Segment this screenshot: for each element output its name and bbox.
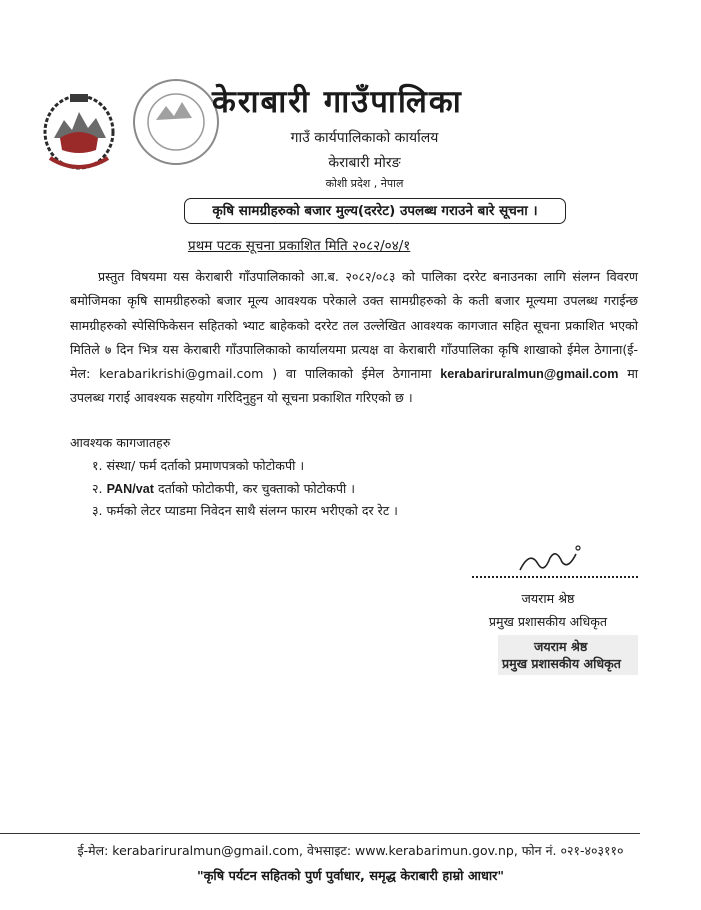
office-name: गाउँ कार्यपालिकाको कार्यालय [290, 130, 439, 146]
signatory-title: प्रमुख प्रशासकीय अधिकृत [488, 614, 608, 629]
notice-body [70, 265, 638, 411]
item-text: दर्ताको फोटोकपी, कर चुक्ताको फोटोकपी । [157, 481, 356, 496]
footer-contact: ई-मेल: kerabariruralmun@gmail.com, वेभसाइट: www.kerabarimun.gov.np, फोन नं. ०२१-४०३११० [77, 843, 624, 858]
handwritten-signature [516, 540, 586, 580]
requirement-item-3: ३. फर्मको लेटर प्याडमा निवेदन साथै संलग्न फारम भरीएको दर रेट । [92, 503, 398, 518]
footer-divider [0, 833, 640, 834]
signatory-name: जयराम श्रेष्ठ [521, 591, 575, 606]
item-number: २. [92, 481, 103, 496]
stamp-name: जयराम श्रेष्ठ [534, 639, 588, 654]
signature-line [472, 576, 638, 578]
notice-subject: कृषि सामग्रीहरुको बजार मुल्य(दररेट) उपलब्ध गराउने बारे सूचना । [184, 198, 566, 224]
province-line: कोशी प्रदेश , नेपाल [325, 177, 404, 190]
municipality-email: kerabariruralmun@gmail.com [440, 367, 619, 382]
requirement-item-2 [92, 480, 355, 497]
body-text-part2: मा उपलब्ध गराई आवश्यक सहयोग गरिदिनुहुन यो सूचना प्रकाशित गरिएको छ । [70, 366, 638, 406]
stamp-title: प्रमुख प्रशासकीय अधिकृत [502, 656, 621, 671]
requirement-item-1: १. संस्था/ फर्म दर्ताको प्रमाणपत्रको फोटोकपी । [92, 458, 305, 473]
pan-vat-label: PAN/vat [106, 482, 154, 496]
publication-date-line: प्रथम पटक सूचना प्रकाशित मिति २०८२/०४/१ [188, 238, 411, 254]
organization-title: केराबारी गाउँपालिका [212, 84, 463, 120]
footer-motto: "कृषि पर्यटन सहितको पुर्ण पुर्वाधार, समृद्ध केराबारी हाम्रो आधार" [196, 869, 505, 884]
body-text-part1: प्रस्तुत विषयमा यस केराबारी गाँउपालिकाको आ.ब. २०८२/०८३ को पालिका दररेट बनाउनका लागि संलग्न विवरण बमोजिमका कृषि सामग्रीहरुको बजार मूल्य आवश्यक परेकाले उक्त सामग्रीहरुको के कती बजार मूल्यमा उपलब्ध गराईन्छ सामग्रीहरुको स्पेसिफिकेसन सहितको भ्याट बाहेकको दररेट तल उल्लेखित आवश्यक कागजात सहित सूचना प्रकाशित भएको मितिले ७ दिन भित्र यस केराबारी गाँउपालिकाको कार्यालयमा प्रत्यक्ष वा केराबारी गाँउपालिका कृषि शाखाको ईमेल ठेगाना(ई-मेल: kerabarikrishi@gmail.com ) वा पालिकाको ईमेल ठेगानामा [70, 269, 638, 382]
office-location: केराबारी मोरङ [328, 155, 401, 171]
requirements-heading: आवश्यक कागजातहरु [70, 435, 171, 450]
